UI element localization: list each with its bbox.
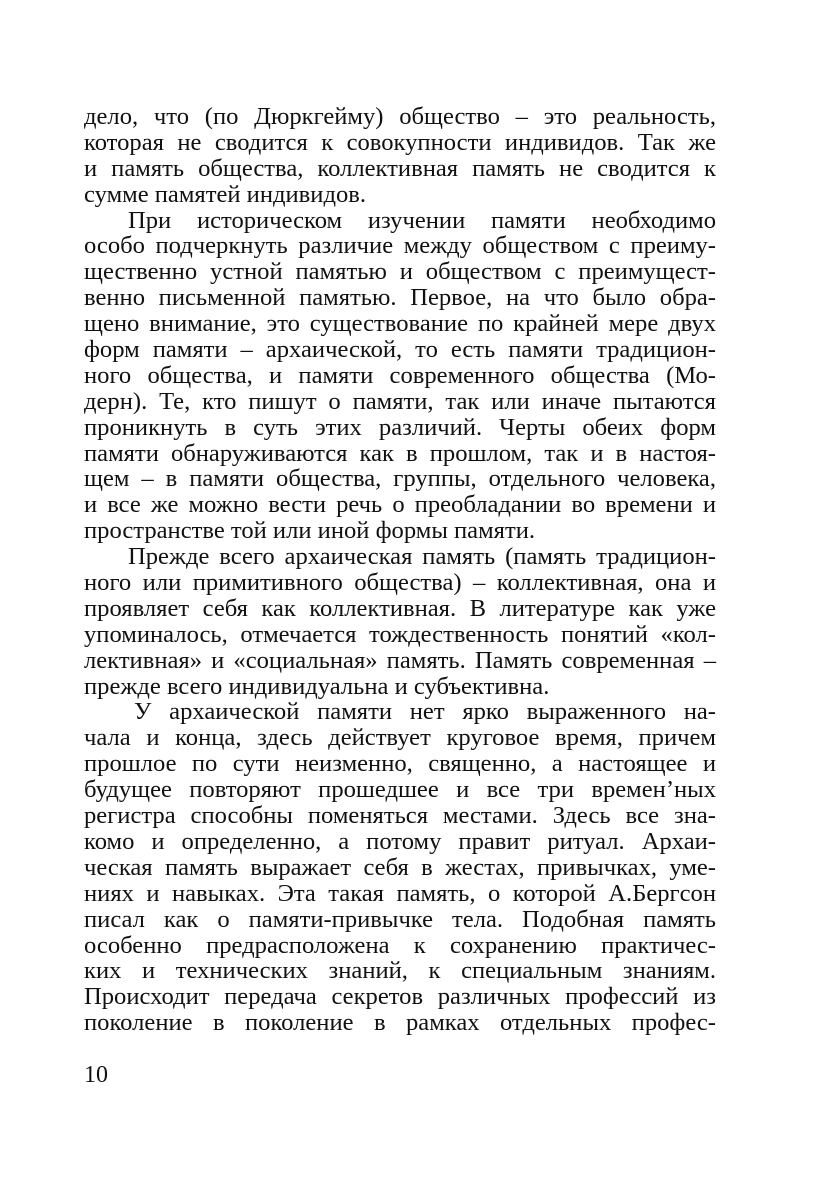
text-line: щем – в памяти общества, группы, отдельного человека, (84, 465, 716, 493)
text-line: венно письменной памятью. Первое, на что было обра- (84, 284, 716, 312)
text-line: дерн). Те, кто пишут о памяти, так или иначе пытаются (84, 387, 716, 415)
text-line: лективная» и «социальная» память. Память современная – (84, 646, 716, 674)
text-line: ного или примитивного общества) – коллективная, она и (84, 569, 716, 597)
text-line: особо подчеркнуть различие между обществом с преиму- (84, 232, 716, 260)
text-line: которая не сводится к совокупности индивидов. Так же (84, 128, 716, 156)
text-line: прежде всего индивидуальна и субъективна. (84, 672, 550, 700)
paragraph-3 (84, 544, 716, 699)
page-body (84, 104, 716, 1036)
text-line: поколение в поколение в рамках отдельных профес- (84, 1009, 716, 1037)
text-line: и память общества, коллективная память не сводится к (84, 154, 716, 182)
text-line: ких и технических знаний, к специальным знаниям. (84, 957, 716, 985)
text-line: будущее повторяют прошедшее и все три времен’ных (84, 776, 716, 804)
text-line: прошлое по сути неизменно, священно, а настоящее и (84, 750, 716, 778)
text-line: ного общества, и памяти современного общества (Мо- (84, 361, 716, 389)
text-line: форм памяти – архаической, то есть памяти традицион- (84, 336, 716, 364)
text-line: ниях и навыках. Эта такая память, о которой А.Бергсон (84, 879, 716, 907)
text-line: щено внимание, это существование по крайней мере двух (84, 310, 716, 338)
text-line: памяти обнаруживаются как в прошлом, так и в настоя- (84, 439, 716, 467)
text-line: пространстве той или иной формы памяти. (84, 517, 536, 545)
text-line: дело, что (по Дюркгейму) общество – это реальность, (84, 103, 716, 130)
text-line: проявляет себя как коллективная. В литературе как уже (84, 594, 716, 622)
text-line: комо и определенно, а потому правит ритуал. Архаи- (84, 827, 716, 855)
text-line: писал как о памяти-привычке тела. Подобная память (84, 905, 716, 933)
text-line: особенно предрасположена к сохранению практичес- (84, 931, 716, 959)
text-line: При историческом изучении памяти необходимо (128, 206, 716, 234)
text-line: чала и конца, здесь действует круговое время, причем (84, 724, 716, 752)
text-line: У архаической памяти нет ярко выраженного на- (134, 698, 716, 726)
paragraph-2 (84, 208, 716, 545)
text-line: регистра способны поменяться местами. Здесь все зна- (84, 802, 716, 830)
paragraph-1 (84, 104, 716, 208)
page-number: 10 (84, 1062, 108, 1088)
text-line: и все же можно вести речь о преобладании во времени и (84, 491, 716, 519)
text-line: Прежде всего архаическая память (память традицион- (128, 543, 716, 571)
text-line: упоминалось, отмечается тождественность понятий «кол- (84, 620, 716, 648)
text-line: Происходит передача секретов различных профессий из (84, 983, 716, 1011)
text-line: сумме памятей индивидов. (84, 180, 367, 208)
text-line: щественно устной памятью и обществом с преимущест- (84, 258, 716, 286)
text-line: проникнуть в суть этих различий. Черты обеих форм (84, 413, 716, 441)
paragraph-4 (84, 699, 716, 1036)
text-line: ческая память выражает себя в жестах, привычках, уме- (84, 853, 716, 881)
